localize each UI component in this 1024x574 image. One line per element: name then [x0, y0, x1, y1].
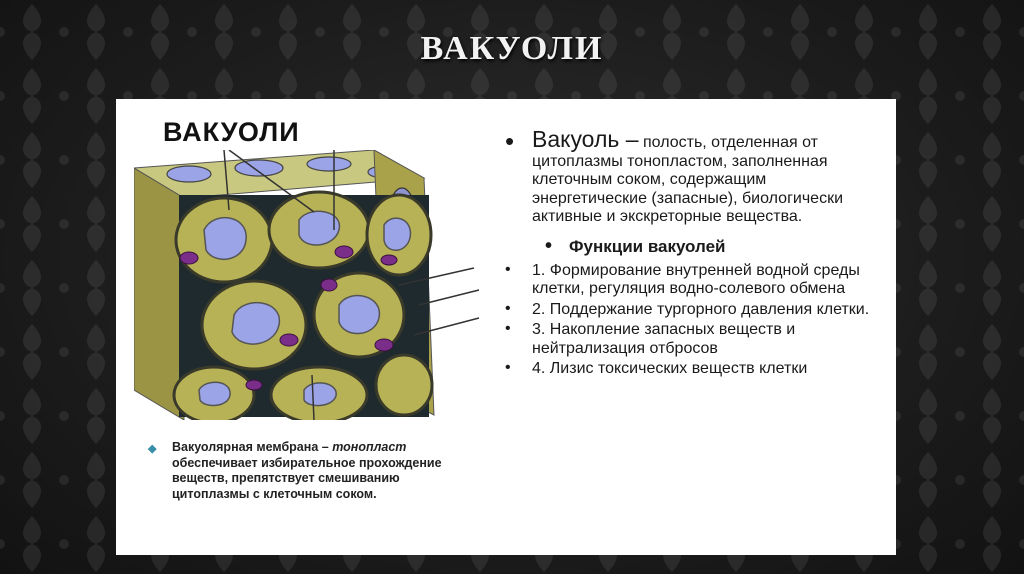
diamond-bullet-icon: ◆: [148, 443, 157, 455]
bullet-dot-icon: •: [505, 260, 511, 278]
bullet-dot-icon: •: [505, 320, 511, 337]
list-item-text: 2. Поддержание тургорного давления клетки.: [532, 300, 870, 318]
list-item: [505, 360, 885, 379]
bullet-dot-icon: •: [505, 359, 511, 376]
plant-cells-cube-illustration: [134, 150, 484, 420]
text-column: [505, 126, 885, 381]
list-item: [505, 301, 885, 320]
bullet-dot-icon: •: [545, 234, 553, 257]
note-term: тонопласт: [332, 440, 407, 454]
list-item-text: 3. Накопление запасных веществ и нейтрализация отбросов: [532, 321, 796, 357]
tonoplast-note-text: [172, 440, 448, 502]
list-item: [505, 262, 885, 299]
vacuole-definition: [505, 126, 885, 227]
functions-title-text: Функции вакуолей: [569, 236, 726, 256]
note-line-start: Вакуолярная мембрана –: [172, 440, 329, 454]
list-item-text: 1. Формирование внутренней водной среды клетки, регуляция водно-солевого обмена: [532, 261, 860, 297]
note-line-rest: обеспечивает избирательное прохождение веществ, препятствует смешиванию цитоплазмы с клеточным соком.: [172, 455, 442, 501]
bullet-dot-icon: •: [505, 126, 515, 156]
list-item-text: 4. Лизис токсических веществ клетки: [532, 360, 808, 377]
image-heading: ВАКУОЛИ: [163, 117, 300, 147]
slide-title: ВАКУОЛИ: [420, 30, 604, 67]
tonoplast-note: [148, 440, 448, 502]
definition-text: полость, отделенная от цитоплазмы тонопластом, заполненная клеточным соком, содержащим энергетические (запасные), биологически активные и экскреторные вещества.: [532, 134, 844, 225]
functions-heading: [505, 234, 885, 257]
definition-term: Вакуоль –: [532, 126, 639, 152]
functions-list: [505, 262, 885, 379]
list-item: [505, 321, 885, 358]
bullet-dot-icon: •: [505, 299, 511, 317]
